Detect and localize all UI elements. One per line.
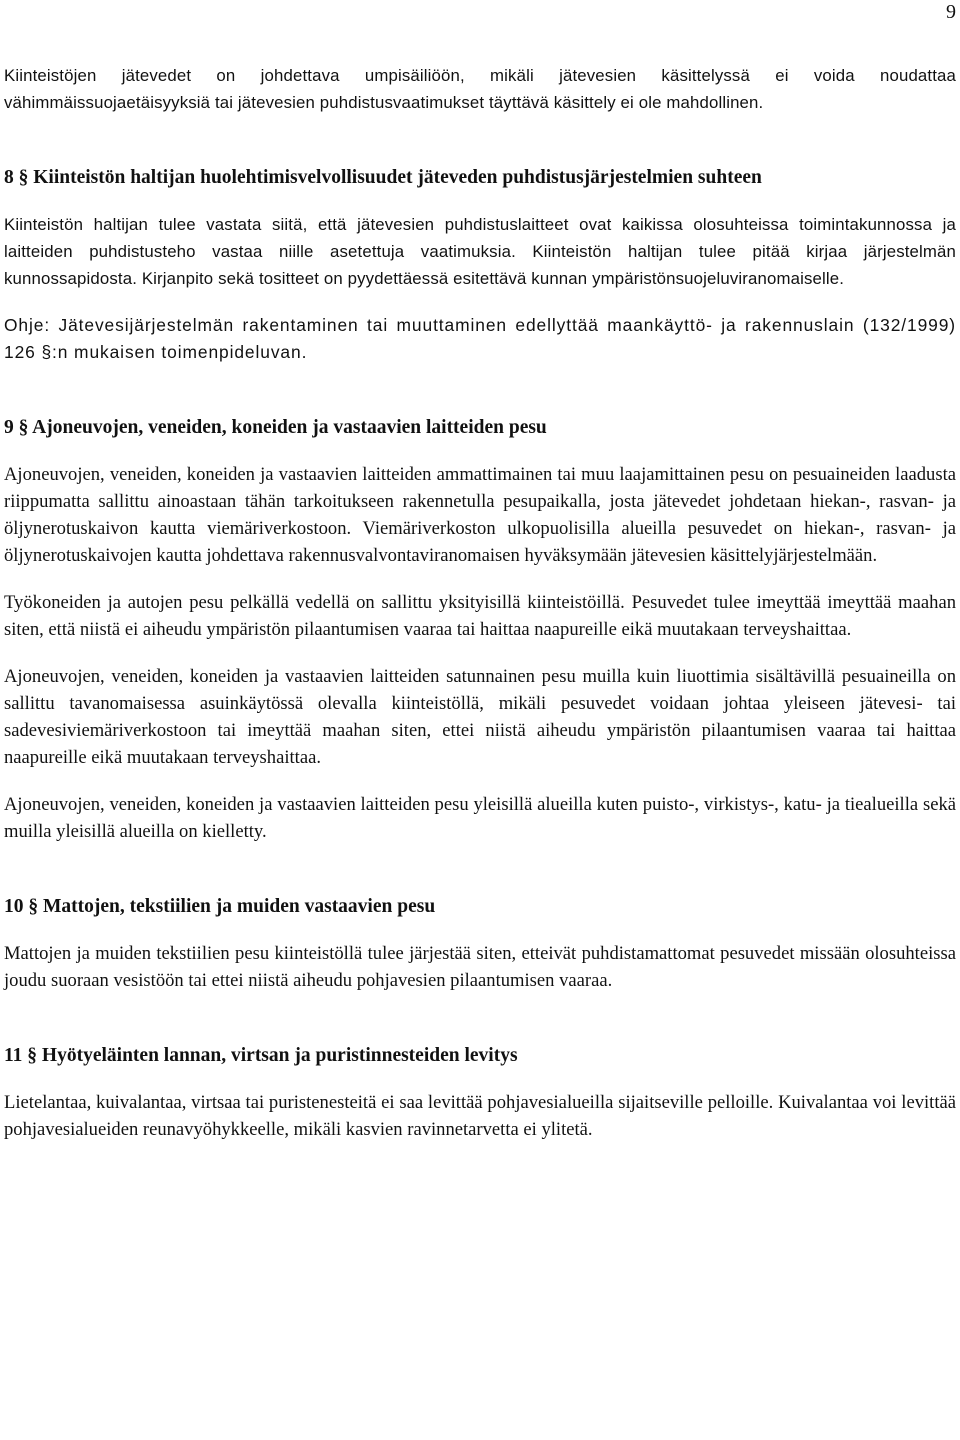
section-8-paragraph: Kiinteistön haltijan tulee vastata siitä, että jätevesien puhdistuslaitteet ovat kaikissa olosuhteissa toimintakunnossa ja laitteiden puhdistusteho vastaa niille asetettuja vaatimuksia. Kiinteistön haltijan tulee pitää kirjaa järjestelmän kunnossapidosta. Kirjanpito sekä tositteet on pyydettäessä esitettävä kunnan ympäristönsuojeluviranomaiselle. xyxy=(4,215,956,288)
section-9-paragraph-3: Ajoneuvojen, veneiden, koneiden ja vastaavien laitteiden satunnainen pesu muilla kuin liuottimia sisältävillä pesuaineilla on sallittu tavanomaisessa asuinkäytössä olevalla kiinteistöllä, mikäli pesuvedet voidaan johtaa yleiseen jätevesi- tai sadevesiviemäriverkostoon tai imeyttää maahan siten, ettei niistä aiheudu ympäristön pilaantumisen vaaraa tai haittaa naapureille eikä muutakaan terveyshaittaa. xyxy=(4,666,956,768)
section-9-paragraph-1: Ajoneuvojen, veneiden, koneiden ja vastaavien laitteiden ammattimainen tai muu laajamittainen pesu on pesuaineiden laadusta riippumatta sallittu ainoastaan tähän tarkoitukseen rakennetulla pesupaikalla, josta jätevedet johdetaan hiekan-, rasvan- ja öljynerotuskaivon kautta viemäriverkostoon. Viemäriverkoston ulkopuolisilla alueilla pesuvedet on hiekan-, rasvan- ja öljynerotuskaivojen kautta johdettava rakennusvalvontaviranomaisen hyväksymään jätevesien käsittelyjärjestelmään. xyxy=(4,464,956,566)
document-body xyxy=(4,62,956,1143)
page-number: 9 xyxy=(946,1,956,23)
section-8-heading: 8 § Kiinteistön haltijan huolehtimisvelvollisuudet jäteveden puhdistusjärjestelmien suhteen xyxy=(4,167,762,188)
section-11-heading: 11 § Hyötyeläinten lannan, virtsan ja puristinnesteiden levitys xyxy=(4,1045,518,1066)
section-8-note: Ohje: Jätevesijärjestelmän rakentaminen tai muuttaminen edellyttää maankäyttö- ja rakennuslain (132/1999) 126 §:n mukaisen toimenpideluvan. xyxy=(4,315,956,362)
section-9-paragraph-4: Ajoneuvojen, veneiden, koneiden ja vastaavien laitteiden pesu yleisillä alueilla kuten puisto-, virkistys-, katu- ja tiealueilla sekä muilla yleisillä alueilla on kielletty. xyxy=(4,794,956,842)
section-9-paragraph-2: Työkoneiden ja autojen pesu pelkällä vedellä on sallittu yksityisillä kiinteistöillä. Pesuvedet tulee imeyttää imeyttää maahan siten, että niistä ei aiheudu ympäristön pilaantumisen vaaraa tai haittaa naapureille eikä muutakaan terveyshaittaa. xyxy=(4,592,956,640)
intro-paragraph: Kiinteistöjen jätevedet on johdettava umpisäiliöön, mikäli jätevesien käsittelyssä ei voida noudattaa vähimmäissuojaetäisyyksiä tai jätevesien puhdistusvaatimukset täyttävä käsittely ei ole mahdollinen. xyxy=(4,66,956,112)
section-10-paragraph: Mattojen ja muiden tekstiilien pesu kiinteistöllä tulee järjestää siten, etteivät puhdistamattomat pesuvedet missään olosuhteissa joudu suoraan vesistöön tai ettei niistä aiheudu pohjavesien pilaantumisen vaaraa. xyxy=(4,943,956,991)
section-10-heading: 10 § Mattojen, tekstiilien ja muiden vastaavien pesu xyxy=(4,896,436,917)
section-9-heading: 9 § Ajoneuvojen, veneiden, koneiden ja vastaavien laitteiden pesu xyxy=(4,417,547,438)
section-11-paragraph: Lietelantaa, kuivalantaa, virtsaa tai puristenesteitä ei saa levittää pohjavesialueilla sijaitseville pelloille. Kuivalantaa voi levittää pohjavesialueiden reunavyöhykkeelle, mikäli kasvien ravinnetarvetta ei ylitetä. xyxy=(4,1092,956,1140)
